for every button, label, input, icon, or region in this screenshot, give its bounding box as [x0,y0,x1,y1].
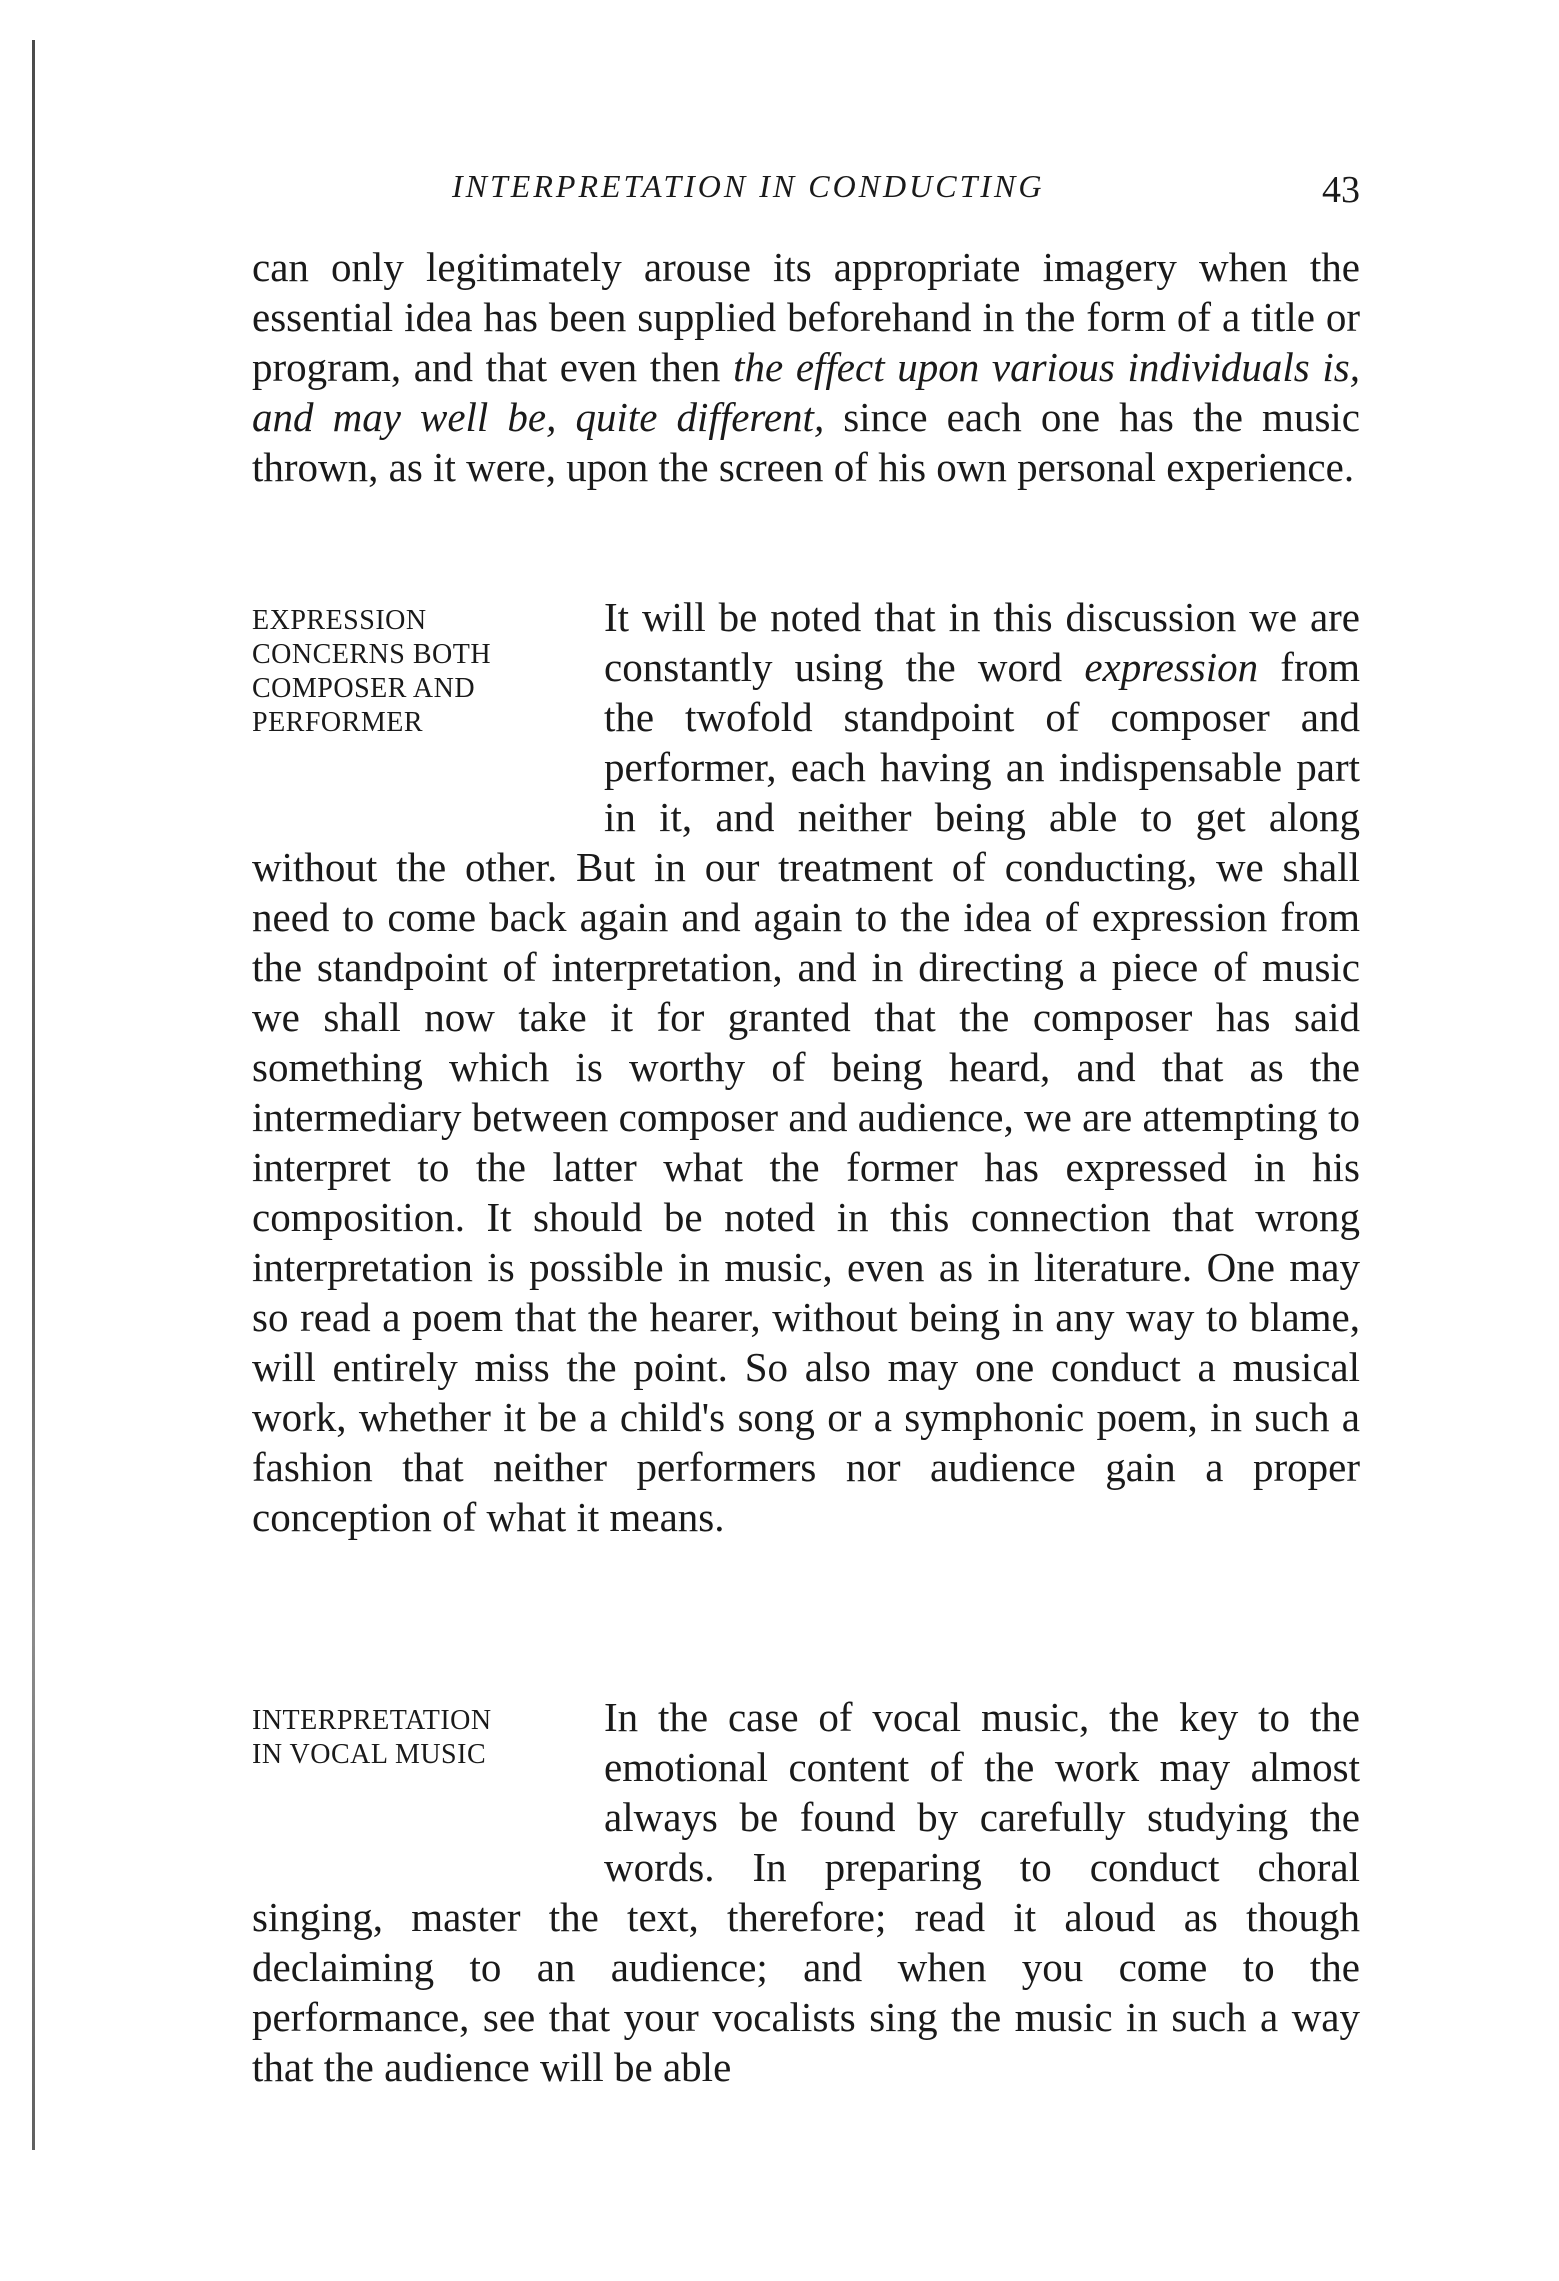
expression-italic-word: expression [1084,644,1259,690]
opening-italic-phrase: the effect upon various individuals is, and may well be, quite different, [252,344,1361,440]
side-heading-line: INTERPRETATION [252,1705,492,1736]
section-expression [252,592,1360,1542]
section-vocal-body: In the case of vocal music, the key to the emotional content of the work may almost always be found by carefully studying the words. In preparing to conduct choral singing, master the text, therefore; read it aloud as though declaiming to an audience; and when you come to the performance, see that your vocalists sing the music in such a way that the audience will be able [252,1694,1360,2090]
section-vocal-music [252,1692,1360,2092]
expression-text-start: It will be noted that in this discussion we are constantly using the word [604,594,1360,690]
page-binding-edge [32,40,35,2150]
side-heading-vocal [252,1704,604,1844]
running-header [252,168,1360,218]
opening-paragraph [252,242,1360,492]
side-heading-line: COMPOSER AND [252,673,476,704]
side-heading-line: IN VOCAL MUSIC [252,1739,487,1770]
side-heading-expression [252,604,604,794]
expression-text-end: from the twofold standpoint of composer and performer, each having an indispensable part in it, and neither being able to get along without the other. But in our treatment of conducting, we shall need to come back again and again to the idea of expression from the standpoint of interpretation, and in directing a piece of music we shall now take it for granted that the composer has said something which is worthy of being heard, and that as the intermediary between composer and audience, we are attempting to interpret to the latter what the former has expressed in his composition. It should be noted in this connection that wrong interpretation is possible in music, even as in literature. One may so read a poem that the hearer, without being in any way to blame, will entirely miss the point. So also may one conduct a musical work, whether it be a child's song or a symphonic poem, in such a fashion that neither performers nor audience gain a proper conception of what it means. [252,644,1360,1540]
side-heading-line: PERFORMER [252,707,423,738]
side-heading-line: EXPRESSION [252,605,427,636]
opening-paragraph-text [252,242,1360,492]
opening-text-start: can only legitimately arouse its appropriate imagery when the essential idea has been supplied beforehand in the form of a title or program, and that even then [252,244,1360,390]
opening-text-end: since each one has the music thrown, as it were, upon the screen of his own personal experience. [252,394,1360,490]
page-number: 43 [1322,169,1360,211]
side-heading-line: CONCERNS BOTH [252,639,492,670]
running-title: INTERPRETATION IN CONDUCTING [452,168,1045,204]
